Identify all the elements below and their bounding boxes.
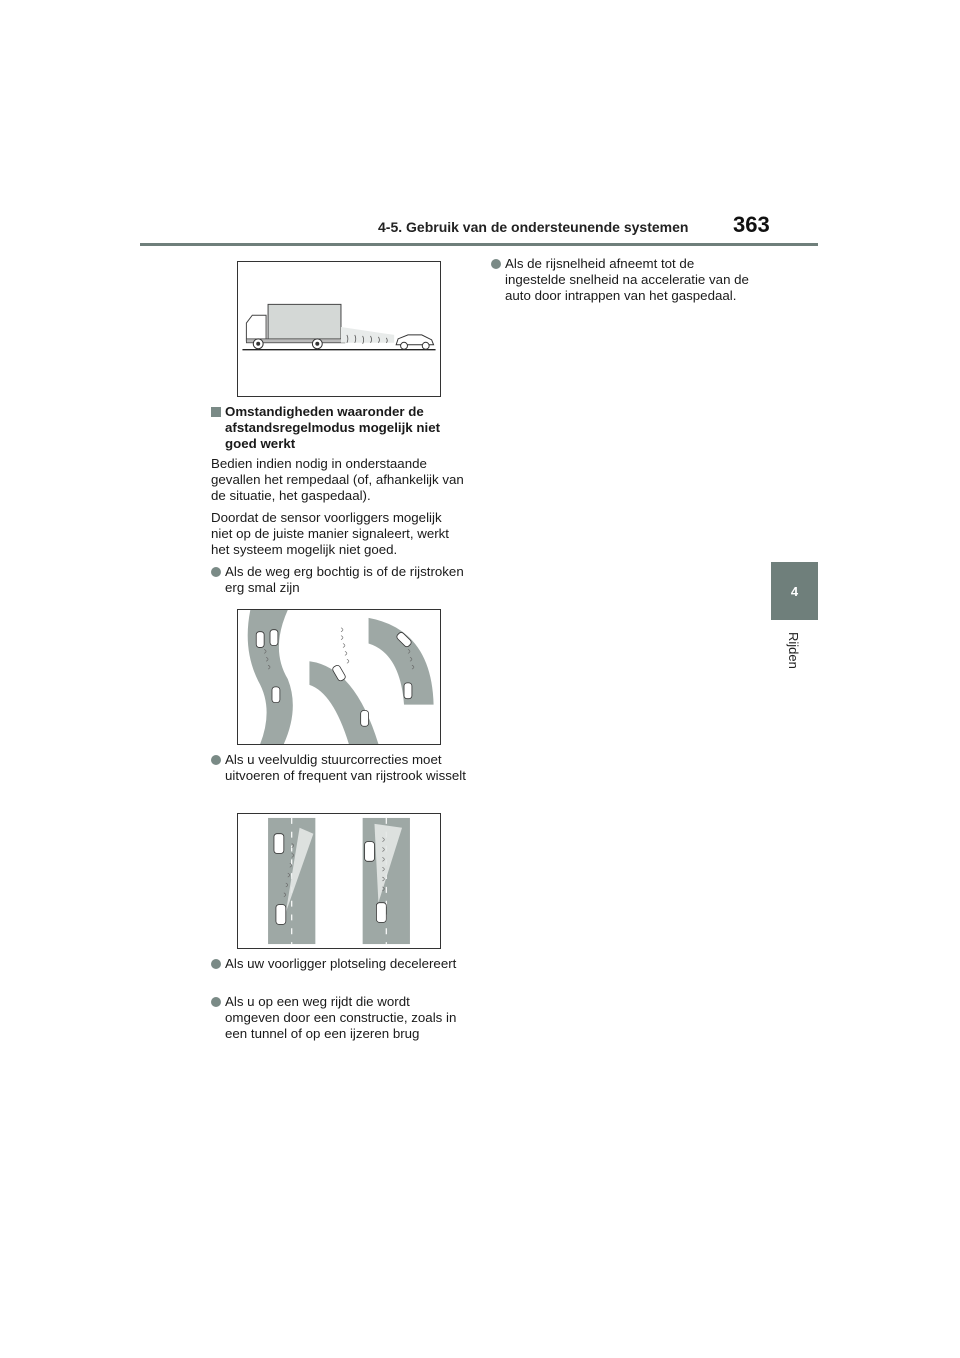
paragraph-1 xyxy=(211,456,466,504)
bullet-item-2 xyxy=(211,752,466,784)
square-bullet-icon xyxy=(211,407,221,417)
bullet-item-3 xyxy=(211,956,466,972)
bullet-item-4 xyxy=(211,994,466,1042)
lane-change-illustration xyxy=(238,814,440,948)
bullet-text-3: Als uw voorligger plotseling decelereert xyxy=(225,956,457,971)
bullet-item-right-1 xyxy=(491,256,749,304)
bullet-item-1 xyxy=(211,564,466,596)
paragraph-text-1: Bedien indien nodig in onderstaande gevallen het rempedaal (of, afhankelijk van de situatie, het gaspedaal). xyxy=(211,456,464,503)
chapter-label: Rijden xyxy=(786,632,801,669)
paragraph-text-2: Doordat de sensor voorliggers mogelijk niet op de juiste manier signaleert, werkt het systeem mogelijk niet goed. xyxy=(211,510,449,557)
figure-truck-and-car xyxy=(237,261,441,397)
figure-lane-change xyxy=(237,813,441,949)
section-heading-block xyxy=(211,404,466,452)
bullet-dot-icon xyxy=(211,959,221,969)
page-number: 363 xyxy=(733,212,770,237)
section-title: 4-5. Gebruik van de ondersteunende systemen xyxy=(378,219,689,235)
curvy-roads-illustration xyxy=(238,610,440,744)
chapter-number: 4 xyxy=(790,583,799,599)
header-divider xyxy=(140,243,818,246)
bullet-dot-icon xyxy=(211,567,221,577)
figure-curvy-roads xyxy=(237,609,441,745)
bullet-text-2: Als u veelvuldig stuurcorrecties moet uitvoeren of frequent van rijstrook wisselt xyxy=(225,752,466,783)
bullet-text-right-1: Als de rijsnelheid afneemt tot de ingestelde snelheid na acceleratie van de auto door intrappen van het gaspedaal. xyxy=(505,256,749,303)
section-heading: Omstandigheden waaronder de afstandsregelmodus mogelijk niet goed werkt xyxy=(225,404,441,451)
bullet-dot-icon xyxy=(211,755,221,765)
chapter-tab xyxy=(771,562,818,620)
bullet-dot-icon xyxy=(491,259,501,269)
bullet-dot-icon xyxy=(211,997,221,1007)
bullet-text-4: Als u op een weg rijdt die wordt omgeven door een constructie, zoals in een tunnel of op een ijzeren brug xyxy=(225,994,457,1041)
paragraph-2 xyxy=(211,510,466,558)
truck-car-illustration xyxy=(238,262,440,396)
bullet-text-1: Als de weg erg bochtig is of de rijstroken erg smal zijn xyxy=(225,564,464,595)
